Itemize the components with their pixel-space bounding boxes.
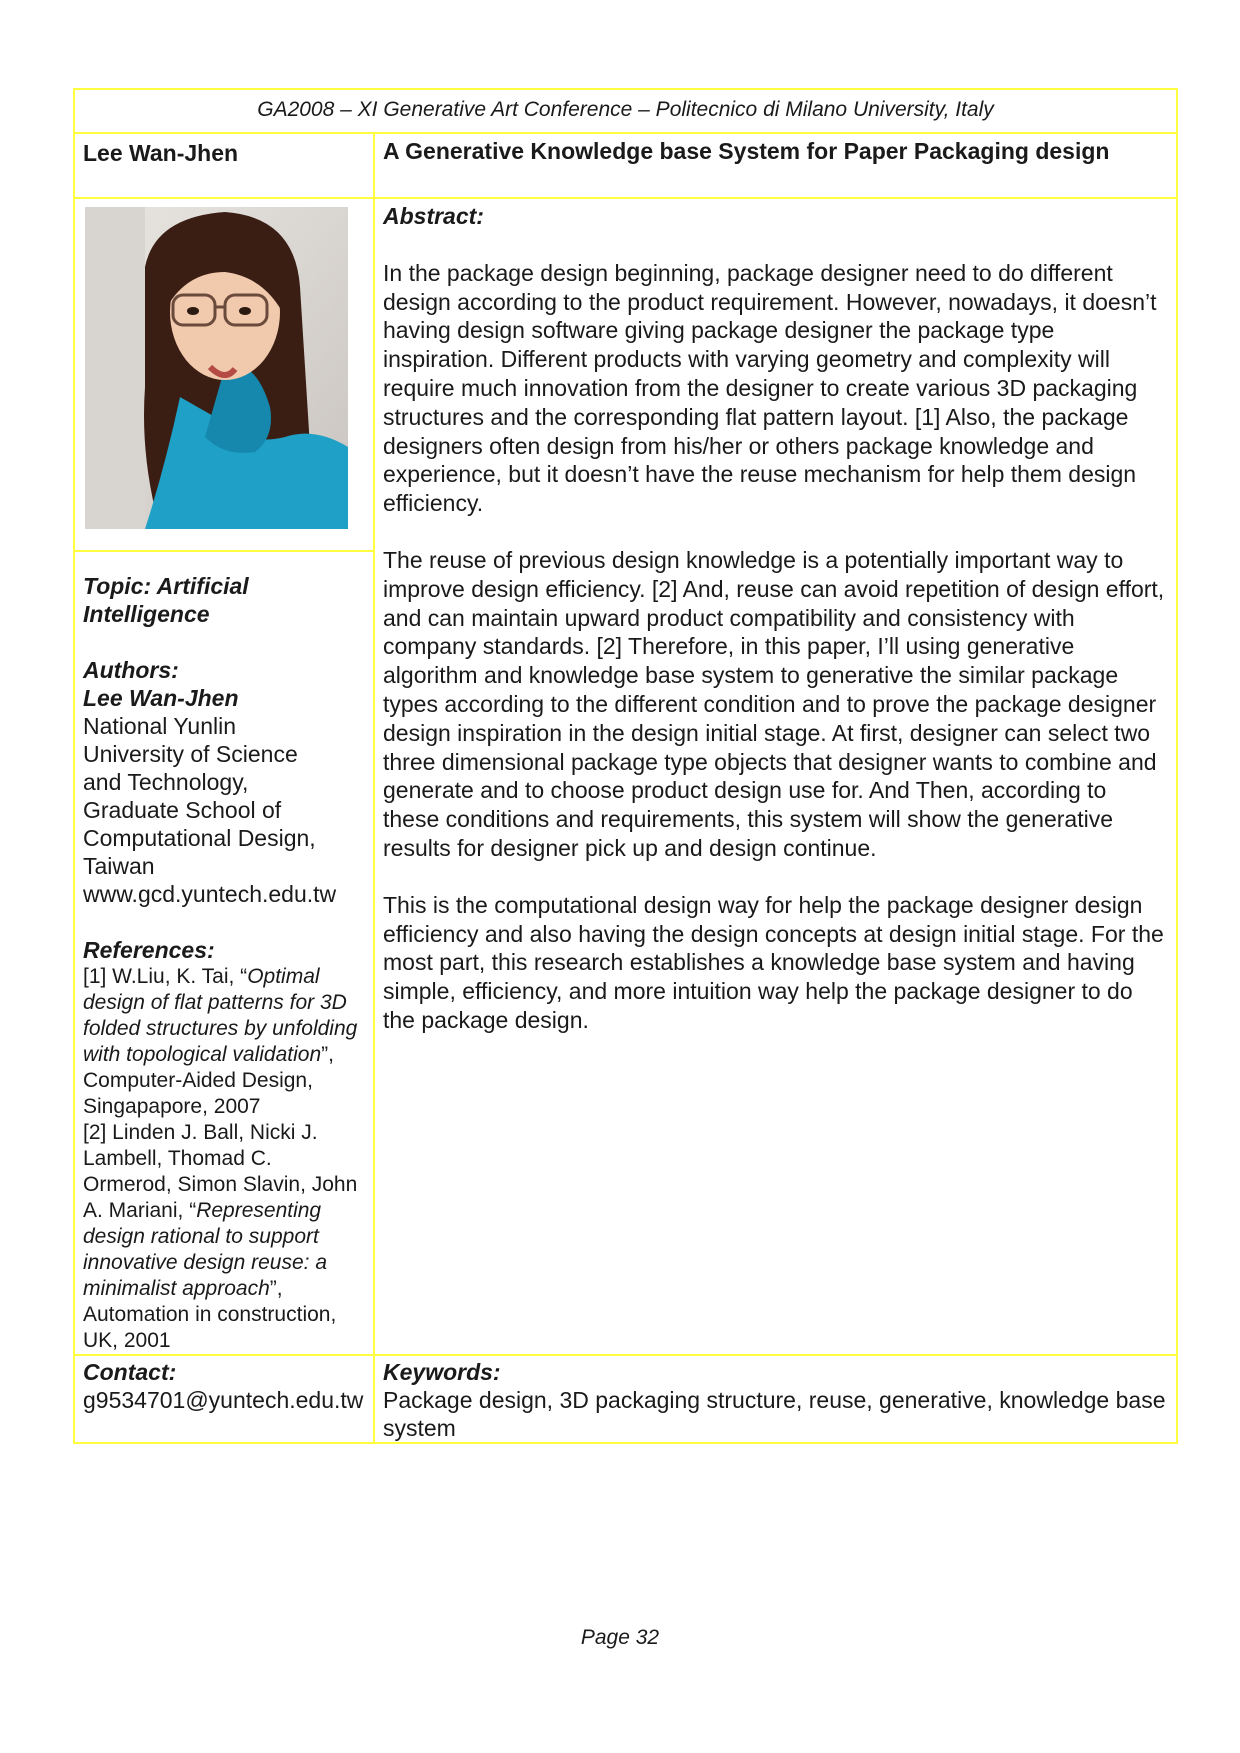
contact-label: Contact: xyxy=(83,1359,177,1385)
abstract-paragraph-3: This is the computational design way for help the package designer design efficiency and also having the design concepts at design initial stage. For the most part, this research establishes a knowledge base system and having simple, efficiency, and more intuition way help the package designer to do the package design. xyxy=(383,891,1164,1033)
reference-1-title: Optimal design of flat patterns for 3D folded structures by unfolding with topological validation xyxy=(83,965,358,1066)
contact-section xyxy=(74,1355,374,1443)
topic-label: Topic: Artificial Intelligence xyxy=(83,573,249,627)
abstract-paragraph-1: In the package design beginning, package designer need to do different design according to the product requirement. However, nowadays, it doesn’t having design software giving package designer the package type inspiration. Different products with varying geometry and complexity will require much innovation from the designer to create various 3D packaging structures and the corresponding flat pattern layout. [1] Also, the package designers often design from his/her or others package knowledge and experience, but it doesn’t have the reuse mechanism for help them design efficiency. xyxy=(383,259,1157,517)
affiliation-line: and Technology, xyxy=(83,769,249,795)
authors-label: Authors: xyxy=(83,657,179,683)
affiliation-website: www.gcd.yuntech.edu.tw xyxy=(83,881,337,907)
reference-2-authors: [2] Linden J. Ball, Nicki J. Lambell, Thomad C. Ormerod, Simon Slavin, John A. Mariani, “ xyxy=(83,1121,358,1222)
keywords-section xyxy=(374,1355,1177,1443)
author-name-heading: Lee Wan-Jhen xyxy=(74,133,374,198)
author-name: Lee Wan-Jhen xyxy=(83,685,239,711)
keywords-list: Package design, 3D packaging structure, reuse, generative, knowledge base system xyxy=(383,1387,1166,1441)
references-label: References: xyxy=(83,937,215,963)
reference-2 xyxy=(83,1120,365,1354)
reference-2-title: Representing design rational to support innovative design reuse: a minimalist approach xyxy=(83,1199,327,1300)
affiliation-line: Taiwan xyxy=(83,853,155,879)
page-number: Page 32 xyxy=(580,1626,660,1649)
reference-1-authors: [1] W.Liu, K. Tai, “ xyxy=(83,965,248,988)
affiliation-line: National Yunlin xyxy=(83,713,237,739)
contact-email: g9534701@yuntech.edu.tw xyxy=(83,1387,364,1413)
keywords-label: Keywords: xyxy=(383,1359,501,1385)
reference-2-source: ”, Automation in construction, UK, 2001 xyxy=(83,1277,337,1352)
paper-title: A Generative Knowledge base System for Paper Packaging design xyxy=(374,133,1177,198)
affiliation-line: Computational Design, xyxy=(83,825,316,851)
abstract-paragraph-2: The reuse of previous design knowledge is a potentially important way to improve design efficiency. [2] And, reuse can avoid repetition of design effort, and can maintain upward product compatibility and consistency with company standards. [2] Therefore, in this paper, I’ll using generative algorithm and knowledge base system to generative the similar package types according to the different condition and to prove the package designer design inspiration in the design initial stage. At first, designer can select two three dimensional package type objects that designer wants to combine and generate and to choose product design use for. And Then, according to these conditions and requirements, this system will show the generative results for designer pick up and design continue. xyxy=(383,546,1165,861)
paper-table xyxy=(73,88,1178,1444)
author-portrait-image xyxy=(85,207,348,529)
reference-1-source: ”, Computer-Aided Design, Singapapore, 2007 xyxy=(83,1043,334,1118)
abstract-label: Abstract: xyxy=(383,203,484,229)
conference-header: GA2008 – XI Generative Art Conference – Politecnico di Milano University, Italy xyxy=(74,89,1177,133)
author-photo xyxy=(85,207,348,529)
affiliation-line: Graduate School of xyxy=(83,797,282,823)
author-photo-cell xyxy=(74,198,374,551)
abstract-section xyxy=(374,198,1177,1355)
affiliation-line: University of Science xyxy=(83,741,298,767)
author-info-section xyxy=(74,551,374,1355)
reference-1 xyxy=(83,964,365,1120)
